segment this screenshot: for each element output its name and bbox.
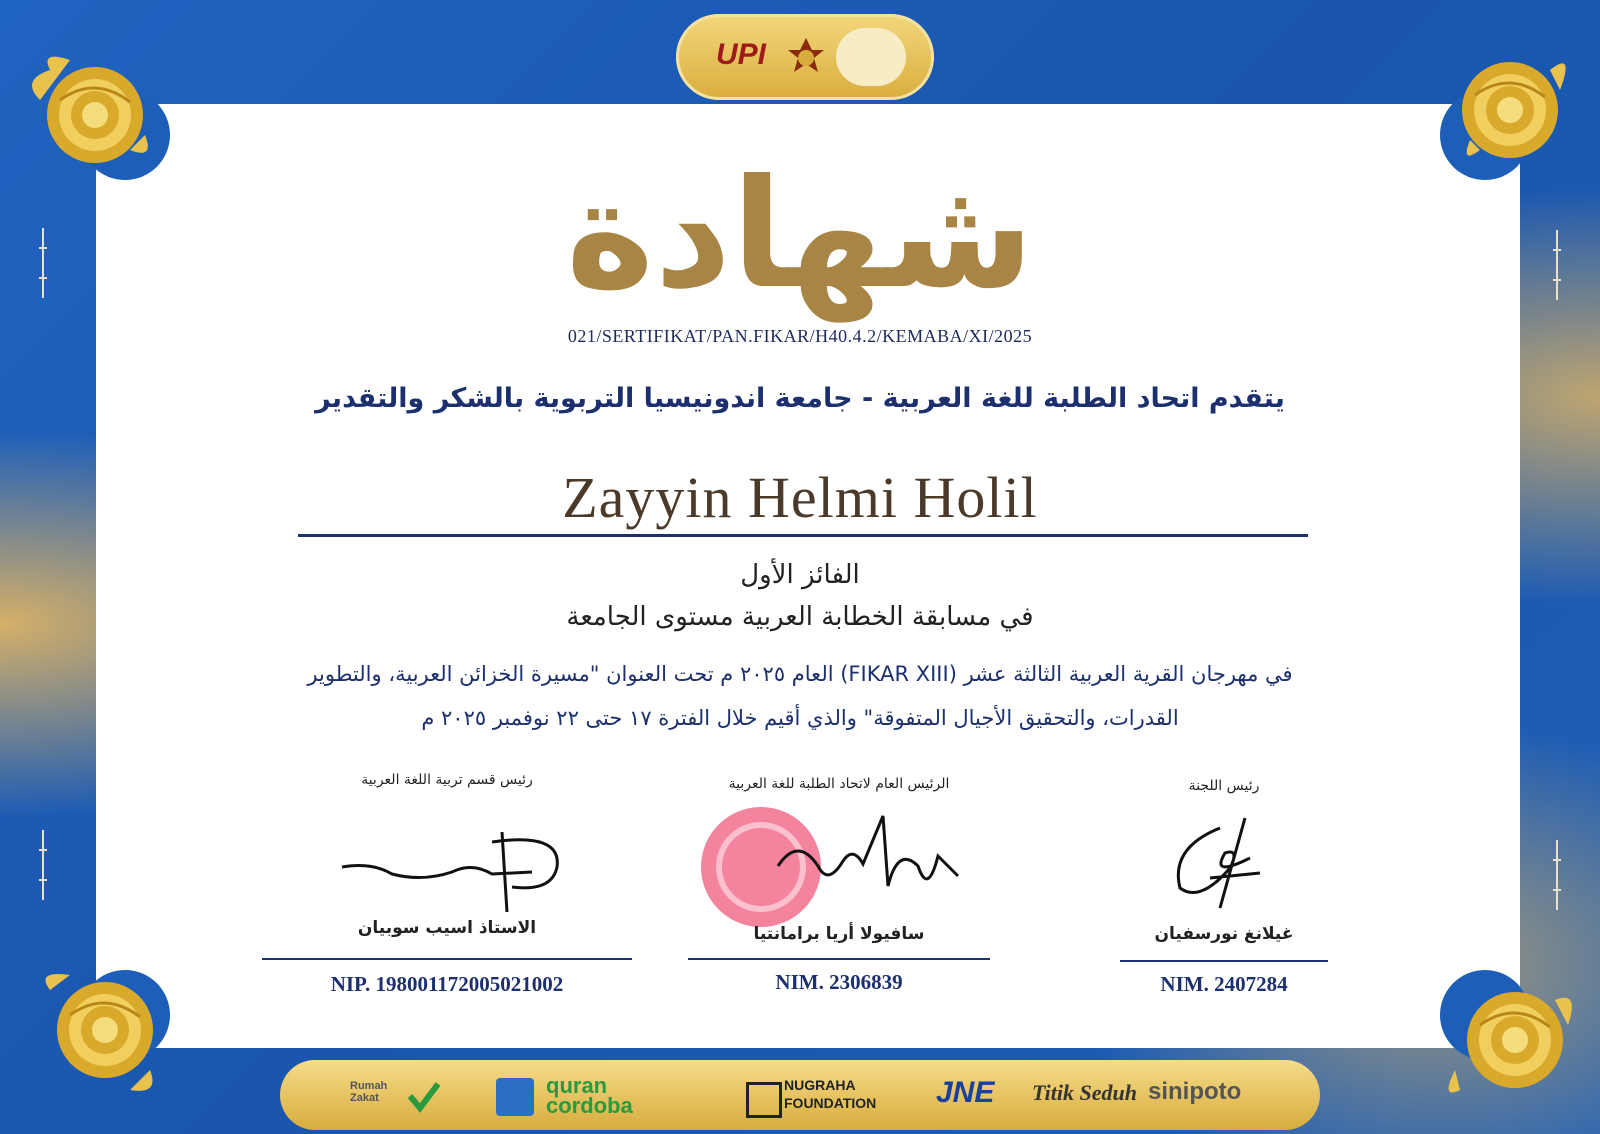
signature-line <box>262 958 632 960</box>
emblem-icon <box>786 36 826 78</box>
signatory-name: سافيولا أريا برامانتيا <box>753 924 925 944</box>
sponsor-logo: Titik Seduh <box>1032 1080 1137 1105</box>
side-ornament-right-bottom <box>1552 840 1562 910</box>
signatory-role: رئيس قسم تربية اللغة العربية <box>361 772 533 788</box>
check-logo-icon <box>406 1078 442 1114</box>
event-description-line-1: في مهرجان القرية العربية الثالثة عشر (FIKAR XIII) العام ٢٠٢٥ م تحت العنوان "مسيرة الخزائن العربية، والتطوير <box>307 662 1293 686</box>
signatory-role: الرئيس العام لاتحاد الطلبة للغة العربية <box>728 776 950 792</box>
side-ornament-left-bottom <box>38 830 48 900</box>
signatory-id: NIM. 2306839 <box>775 970 903 994</box>
signature-mark <box>768 806 968 916</box>
sponsor-logo-box <box>746 1082 782 1118</box>
signatory-name: غيلانغ نورسفيان <box>1154 924 1294 944</box>
signatory-block-right <box>1120 778 1328 1008</box>
sponsor-logo: sinipoto <box>1148 1078 1242 1105</box>
signature-line <box>688 958 990 960</box>
signatory-block-center <box>688 776 990 1006</box>
signatory-id: NIP. 198001172005021002 <box>330 972 564 996</box>
certificate-title: شهادة <box>565 148 1035 322</box>
sponsor-bar <box>280 1060 1320 1130</box>
signatory-id: NIM. 2407284 <box>1160 972 1288 996</box>
signature-mark <box>1160 808 1290 918</box>
sponsor-logo: quran cordoba <box>546 1073 633 1118</box>
signatory-name: الاستاذ اسيب سوبيان <box>357 918 537 938</box>
gold-rose-bottom-right <box>1440 970 1580 1110</box>
header-logo-bar <box>676 14 934 100</box>
recipient-name: Zayyin Helmi Holil <box>562 465 1038 530</box>
sponsor-logo: NUGRAHA FOUNDATION <box>784 1077 877 1111</box>
signature-mark <box>332 812 572 922</box>
partner-logo <box>836 28 906 86</box>
gold-rose-top-right <box>1440 30 1580 170</box>
name-underline <box>298 534 1308 537</box>
certificate-number: 021/SERTIFIKAT/PAN.FIKAR/H40.4.2/KEMABA/XI/2025 <box>567 326 1033 346</box>
signatory-block-left <box>262 772 632 1002</box>
certificate-intro: يتقدم اتحاد الطلبة للغة العربية - جامعة اندونيسيا التربوية بالشكر والتقدير <box>315 383 1285 414</box>
signature-line <box>1120 960 1328 962</box>
signatory-role: رئيس اللجنة <box>1188 778 1260 794</box>
sponsor-logo: JNE <box>936 1076 995 1109</box>
sponsor-logo-box <box>496 1078 534 1116</box>
competition-name: في مسابقة الخطابة العربية مستوى الجامعة <box>566 602 1034 632</box>
event-description-line-2: القدرات، والتحقيق الأجيال المتفوقة" والذي أقيم خلال الفترة ١٧ حتى ٢٢ نوفمبر ٢٠٢٥ م <box>421 706 1179 730</box>
award-title: الفائز الأول <box>740 560 860 590</box>
gold-rose-bottom-left <box>30 960 170 1100</box>
upi-logo: UPI <box>716 38 767 71</box>
sponsor-logo: Rumah Zakat <box>350 1080 388 1104</box>
